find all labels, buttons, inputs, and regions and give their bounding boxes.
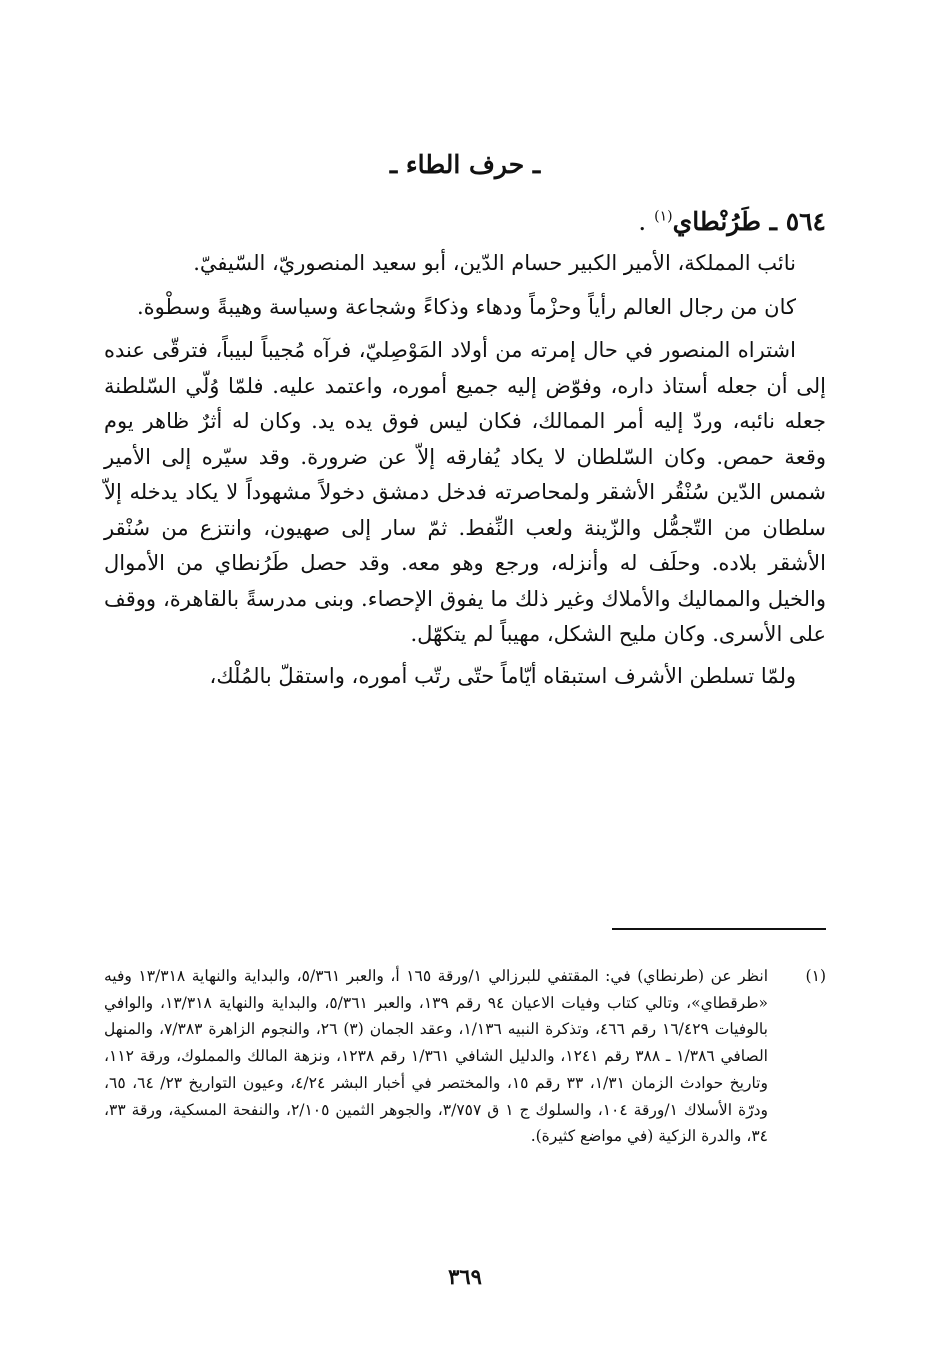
footnote-text: انظر عن (طرنطاي) في: المقتفي للبرزالي ١/ورقة ١٦٥ أ، والعبر ٥/٣٦١، والبداية والنهاية ١٣/٣١٨ وفيه «طرقطاي»، وتالي كتاب وفيات الاعيان ٩٤ رقم ١٣٩، والعبر ٥/٣٦١، والبداية والنهاية ١٣/٣١٨، والوافي بالوفيات ١٦/٤٢٩ رقم ٤٦٦، وتذكرة النبيه ١/١٣٦، وعقد الجمان (٣) ٢٦، والنجوم الزاهرة ٧/٣٨٣، والمنهل الصافي ١/٣٨٦ ـ ٣٨٨ رقم ١٢٤١، والدليل الشافي ١/٣٦١ رقم ١٢٣٨، ونزهة المالك والمملوك، ورقة ١١٢، وتاريخ حوادث الزمان ١/٣١، ٣٣ رقم ١٥، والمختصر في أخبار البشر ٤/٢٤، وعيون التواريخ ٢٣/ ٦٤، ٦٥، ودرّة الأسلاك ١/ورقة ١٠٤، والسلوك ج ١ ق ٣/٧٥٧، والجوهر الثمين ٢/١٠٥، والنفحة المسكية، ورقة ٣٣، ٣٤، والدرة الزكية (في مواضع كثيرة). [104, 967, 769, 1146]
paragraph-4: ولمّا تسلطن الأشرف استبقاه أيّاماً حتّى رتّب أموره، واستقلّ بالمُلْك، [209, 663, 796, 688]
entry-title: ٥٦٤ ـ طَرُنْطاي [672, 207, 826, 236]
book-page [104, 0, 826, 1368]
paragraph-2: كان من رجال العالم رأياً وحزْماً ودهاء وذكاءً وشجاعة وسياسة وهيبةً وسطْوة. [136, 294, 796, 319]
footnote-divider [612, 928, 826, 930]
entry-heading [638, 207, 826, 236]
body-text [104, 246, 826, 702]
footnote [104, 963, 826, 1150]
paragraph-1: نائب المملكة، الأمير الكبير حسام الدّين، أبو سعيد المنصوريّ، السّيفيّ. [193, 251, 796, 275]
entry-heading-end: . [638, 207, 655, 236]
paragraph-3: اشتراه المنصور في حال إمرته من أولاد المَوْصِليّ، فرآه مُجيباً لبيباً، فترقّى عنده إلى أن جعله أستاذ داره، وفوّض إليه جميع أموره، واعتمد عليه. فلمّا وُلّي السّلطنة جعله نائبه، وردّ إليه أمر الممالك، فكان ليس فوق يده يد. وكان له أثرٌ ظاهر يوم وقعة حمص. وكان السّلطان لا يكاد يُفارقه إلاّ عن ضرورة. وقد سيّره إلى الأمير شمس الدّين سُنْقُر الأشقر ولمحاصرته فدخل دمشق دخولاً مشهوداً لا يكاد يدخله إلاّ سلطان من التّجمُّل والزّينة ولعب النِّفط. ثمّ سار إلى صهيون، وانتزع من سُنْقر الأشقر بلاده. وحلَف له وأنزله، ورجع وهو معه. وقد حصل طَرُنطاي من الأموال والخيل والمماليك والأملاك وغير ذلك ما يفوق الإحصاء. وبنى مدرسةً بالقاهرة، ووقف على الأسرى. وكان مليح الشكل، مهيباً لم يتكهّل. [104, 338, 826, 646]
page-number: ٣٦٩ [448, 1264, 482, 1289]
chapter-title: ـ حرف الطاء ـ [389, 150, 541, 179]
footnote-marker: (١) [805, 967, 826, 985]
footnote-reference[interactable]: (١) [654, 208, 673, 225]
